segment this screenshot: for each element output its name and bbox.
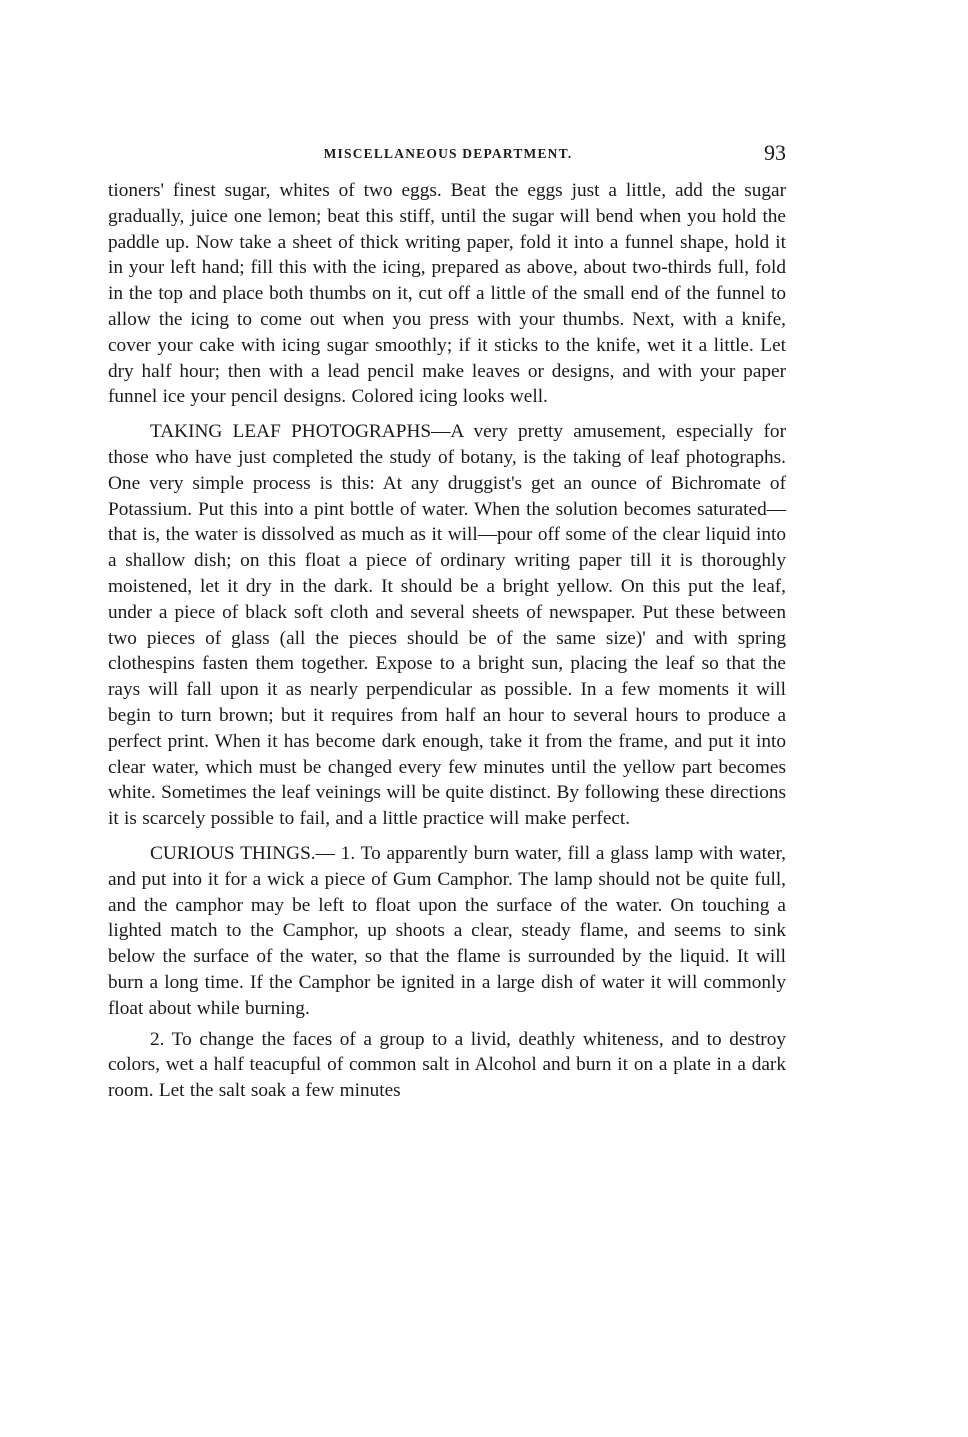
body-text [108,178,786,1104]
page-number: 93 [764,140,786,165]
running-head [110,140,786,170]
paragraph-curious-things-2: 2. To change the faces of a group to a livid, deathly whiteness, and to destroy colors, wet a half teacupful of common salt in Alcohol and burn it on a plate in a dark room. Let the salt soak a few minutes [108,1028,786,1102]
paragraph-leaf-photographs: TAKING LEAF PHOTOGRAPHS—A very pretty amusement, especially for those who have just completed the study of botany, is the taking of leaf photographs. One very simple process is this: At any druggist's get an ounce of Bichromate of Potassium. Put this into a pint bottle of water. When the solution becomes saturated—that is, the water is dissolved as much as it will—pour off some of the clear liquid into a shallow dish; on this float a piece of ordinary writing paper till it is thoroughly moistened, let it dry in the dark. It should be a bright yellow. On this put the leaf, under a piece of black soft cloth and several sheets of newspaper. Put these between two pieces of glass (all the pieces should be of the same size)' and with spring clothespins fasten them together. Expose to a bright sun, placing the leaf so that the rays will fall upon it as nearly perpendicular as possible. In a few moments it will begin to turn brown; but it requires from half an hour to several hours to produce a perfect print. When it has become dark enough, take it from the frame, and put it into clear water, which must be changed every few minutes until the yellow part becomes white. Sometimes the leaf veinings will be quite distinct. By following these directions it is scarcely possible to fail, and a little practice will make perfect. [108,421,786,830]
paragraph-icing-continued: tioners' finest sugar, whites of two eggs. Beat the eggs just a little, add the sugar gradually, juice one lemon; beat this stiff, until the sugar will bend when you hold the paddle up. Now take a sheet of thick writing paper, fold it into a funnel shape, hold it in your left hand; fill this with the icing, prepared as above, about two-thirds full, fold in the top and place both thumbs on it, cut off a little of the small end of the funnel to allow the icing to come out when you press with your thumbs. Next, with a knife, cover your cake with icing sugar smoothly; if it sticks to the knife, wet it a little. Let dry half hour; then with a lead pencil make leaves or designs, and with your paper funnel ice your pencil designs. Colored icing looks well. [108,180,786,408]
running-title: MISCELLANEOUS DEPARTMENT. [323,146,573,161]
paragraph-curious-things: CURIOUS THINGS.— 1. To apparently burn water, fill a glass lamp with water, and put into it for a wick a piece of Gum Camphor. The lamp should not be quite full, and the camphor may be left to float upon the surface of the water. On touching a lighted match to the Camphor, up shoots a clear, steady flame, and seems to sink below the surface of the water, so that the flame is surrounded by the liquid. It will burn a long time. If the Camphor be ignited in a large dish of water it will commonly float about while burning. [108,842,786,1019]
